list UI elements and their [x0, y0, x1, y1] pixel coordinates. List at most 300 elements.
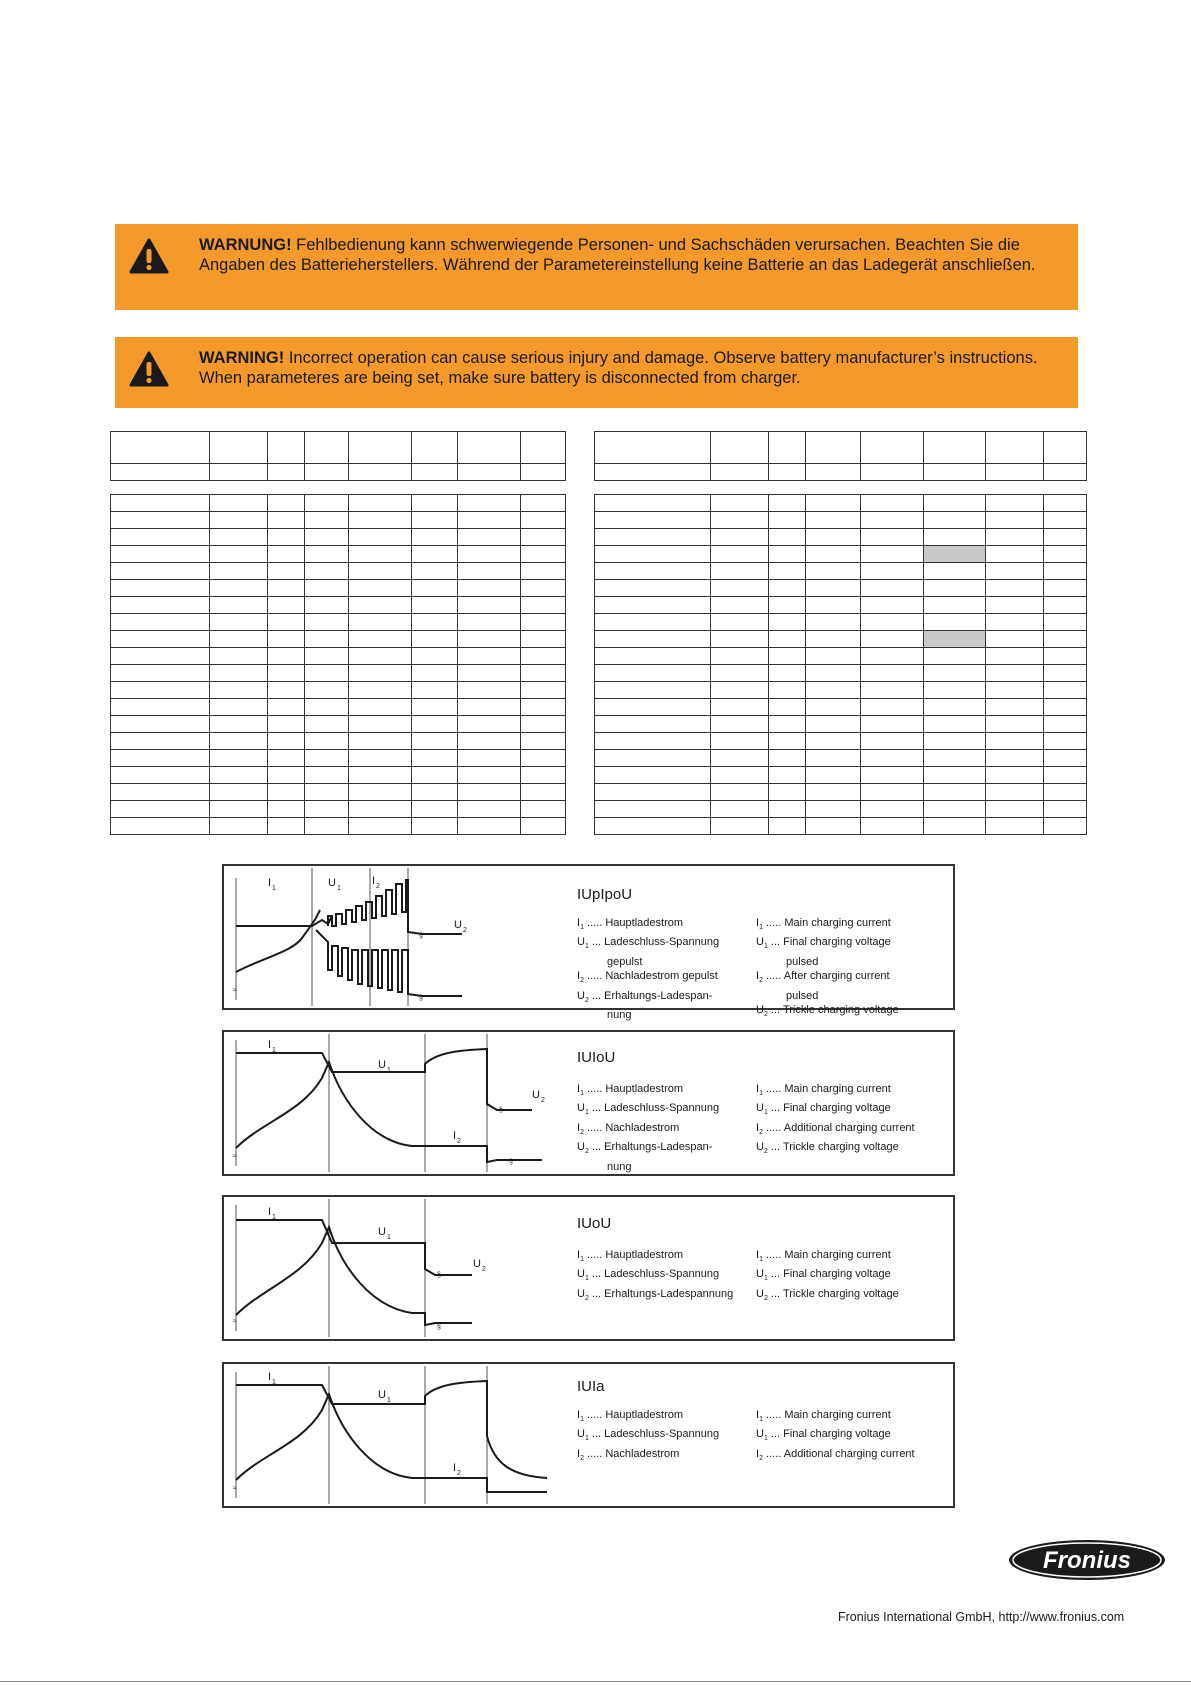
right-table-body: [594, 494, 1087, 835]
table-cell: [986, 563, 1044, 580]
table-cell: [305, 614, 349, 631]
table-cell: [305, 733, 349, 750]
table-cell: [305, 580, 349, 597]
table-cell: [924, 716, 986, 733]
table-cell: [521, 495, 566, 512]
table-cell: [924, 546, 986, 563]
table-cell: [861, 464, 924, 481]
table-cell: [268, 631, 305, 648]
table-cell: [111, 597, 210, 614]
charging-curve-panel-iuiou: [222, 1030, 955, 1176]
table-cell: [806, 648, 861, 665]
table-cell: [711, 529, 769, 546]
table-row: [111, 614, 566, 631]
table-row: [111, 648, 566, 665]
table-cell: [521, 750, 566, 767]
table-cell: [595, 733, 711, 750]
table-cell: [305, 631, 349, 648]
warning-box-en: [115, 337, 1078, 408]
table-cell: [111, 750, 210, 767]
legend-line: pulsed: [786, 989, 819, 1002]
table-cell: [769, 784, 806, 801]
svg-text:2: 2: [463, 927, 467, 934]
table-row: [595, 784, 1087, 801]
table-cell: [595, 784, 711, 801]
table-cell: [458, 546, 521, 563]
legend-en-iuiou: [756, 1082, 915, 1160]
svg-text:U: U: [454, 919, 462, 931]
table-cell: [458, 597, 521, 614]
table-cell: [521, 699, 566, 716]
table-row: [111, 784, 566, 801]
legend-de-iupipou: [577, 916, 719, 1023]
legend-line: $I_2$ ..... Nachladestrom gepulst: [577, 970, 718, 985]
table-cell: [268, 464, 305, 481]
table-cell: [458, 512, 521, 529]
table-cell: [458, 699, 521, 716]
table-cell: [924, 512, 986, 529]
svg-text:§: §: [419, 933, 423, 940]
table-row: [595, 682, 1087, 699]
table-cell: [986, 464, 1044, 481]
table-cell: [1044, 464, 1087, 481]
table-cell: [349, 614, 412, 631]
table-cell: [806, 682, 861, 699]
table-cell: [711, 563, 769, 580]
table-cell: [412, 818, 458, 835]
warning-triangle-icon: [129, 238, 169, 274]
table-cell: [861, 495, 924, 512]
table-cell: [595, 631, 711, 648]
legend-line: $I_1$ ..... Hauptladestrom: [577, 1083, 684, 1098]
table-cell: [711, 750, 769, 767]
table-cell: [521, 464, 566, 481]
table-cell: [305, 818, 349, 835]
table-cell: [210, 733, 268, 750]
table-cell: [1044, 716, 1087, 733]
table-cell: [349, 801, 412, 818]
table-row: [595, 597, 1087, 614]
table-cell: [111, 699, 210, 716]
table-cell: [861, 648, 924, 665]
svg-text:I: I: [268, 877, 272, 889]
table-cell: [711, 801, 769, 818]
table-row: [595, 716, 1087, 733]
table-cell: [595, 464, 711, 481]
table-cell: [210, 716, 268, 733]
table-cell: [595, 801, 711, 818]
svg-text:U: U: [378, 1226, 386, 1238]
table-cell: [861, 801, 924, 818]
table-cell: [111, 563, 210, 580]
table-cell: [210, 682, 268, 699]
table-cell: [711, 464, 769, 481]
legend-line: $I_1$ ..... Main charging current: [756, 1249, 891, 1264]
table-cell: [521, 801, 566, 818]
charging-curve-panel-iupipou: [222, 864, 955, 1022]
table-cell: [1044, 529, 1087, 546]
table-cell: [268, 597, 305, 614]
table-cell: [861, 767, 924, 784]
table-cell: [111, 614, 210, 631]
legend-line: $U_1$ ... Ladeschluss-Spannung: [577, 1102, 720, 1117]
table-cell: [924, 682, 986, 699]
svg-text:1: 1: [272, 1379, 276, 1386]
table-cell: [924, 648, 986, 665]
footer-company: Fronius International GmbH, http://www.fronius.com: [838, 1610, 1125, 1624]
table-cell: [412, 716, 458, 733]
table-cell: [210, 801, 268, 818]
table-cell: [111, 818, 210, 835]
svg-text:1: 1: [387, 1067, 391, 1074]
table-cell: [769, 682, 806, 699]
svg-text:Fronius: Fronius: [1043, 1547, 1131, 1574]
table-cell: [210, 546, 268, 563]
table-cell: [806, 750, 861, 767]
legend-line: $I_2$ ..... Nachladestrom: [577, 1447, 680, 1463]
table-cell: [412, 580, 458, 597]
table-cell: [210, 648, 268, 665]
table-cell: [769, 614, 806, 631]
table-cell: [711, 546, 769, 563]
table-cell: [806, 464, 861, 481]
svg-text:§: §: [499, 1107, 503, 1114]
table-cell: [769, 546, 806, 563]
table-cell: [769, 648, 806, 665]
table-cell: [412, 614, 458, 631]
table-cell: [924, 733, 986, 750]
table-cell: [268, 546, 305, 563]
table-cell: [521, 512, 566, 529]
table-row: [111, 818, 566, 835]
table-cell: [924, 563, 986, 580]
table-cell: [986, 580, 1044, 597]
table-cell: [412, 784, 458, 801]
table-cell: [268, 648, 305, 665]
table-row: [111, 665, 566, 682]
table-cell: [458, 529, 521, 546]
svg-text:I: I: [372, 875, 376, 887]
table-cell: [595, 699, 711, 716]
table-cell: [924, 665, 986, 682]
table-row: [595, 818, 1087, 835]
table-cell: [924, 464, 986, 481]
table-row: [595, 464, 1087, 481]
table-cell: [924, 495, 986, 512]
table-cell: [769, 563, 806, 580]
table-row: [595, 580, 1087, 597]
table-cell: [595, 682, 711, 699]
table-cell: [305, 682, 349, 699]
table-cell: [861, 631, 924, 648]
legend-line: $U_2$ ... Trickle charging voltage: [756, 1004, 899, 1019]
table-cell: [521, 563, 566, 580]
table-cell: [111, 631, 210, 648]
table-cell: [595, 529, 711, 546]
table-cell: [861, 546, 924, 563]
table-row: [111, 597, 566, 614]
table-cell: [521, 432, 566, 464]
table-cell: [711, 784, 769, 801]
table-cell: [1044, 699, 1087, 716]
iuiou-curve-graph: [232, 1032, 552, 1174]
charging-curve-panel-iuou: [222, 1195, 955, 1341]
svg-text:§: §: [437, 1324, 441, 1331]
warning-body-de: Fehlbedienung kann schwerwiegende Personen- und Sachschäden verursachen. Beachten Sie die Angaben des Batterieherstellers. Während der Parametereinstellung keine Batterie an das Ladegerät anschließen.: [199, 236, 1036, 274]
table-cell: [1044, 546, 1087, 563]
svg-text:§: §: [437, 1272, 441, 1279]
table-cell: [349, 597, 412, 614]
table-cell: [458, 614, 521, 631]
table-row: [595, 546, 1087, 563]
legend-line: gepulst: [607, 955, 643, 968]
table-cell: [412, 699, 458, 716]
table-cell: [412, 432, 458, 464]
table-cell: [349, 631, 412, 648]
table-cell: [349, 648, 412, 665]
legend-line: $U_1$ ... Ladeschluss-Spannung: [577, 1428, 720, 1443]
table-cell: [111, 733, 210, 750]
table-cell: [210, 784, 268, 801]
table-row: [111, 512, 566, 529]
table-cell: [861, 784, 924, 801]
table-cell: [305, 464, 349, 481]
table-cell: [986, 801, 1044, 818]
legend-line: $U_1$ ... Final charging voltage: [756, 1428, 891, 1443]
table-cell: [412, 648, 458, 665]
table-cell: [769, 818, 806, 835]
table-cell: [861, 716, 924, 733]
table-cell: [711, 818, 769, 835]
table-cell: [924, 784, 986, 801]
table-cell: [806, 767, 861, 784]
table-row: [595, 512, 1087, 529]
table-row: [111, 580, 566, 597]
table-cell: [210, 767, 268, 784]
table-cell: [111, 665, 210, 682]
table-cell: [210, 818, 268, 835]
table-row: [111, 529, 566, 546]
table-cell: [986, 512, 1044, 529]
table-cell: [412, 631, 458, 648]
table-cell: [986, 699, 1044, 716]
table-cell: [349, 580, 412, 597]
table-cell: [861, 818, 924, 835]
table-cell: [595, 665, 711, 682]
panel-title-iuia: IUIa: [577, 1378, 605, 1395]
table-cell: [986, 546, 1044, 563]
table-cell: [268, 767, 305, 784]
table-cell: [521, 682, 566, 699]
legend-line: $U_2$ ... Erhaltungs-Ladespan-: [577, 989, 713, 1004]
legend-de-iuou: [577, 1248, 733, 1306]
table-cell: [268, 614, 305, 631]
panel-title-iuou: IUoU: [577, 1215, 612, 1232]
table-cell: [986, 432, 1044, 464]
table-cell: [412, 495, 458, 512]
table-cell: [711, 682, 769, 699]
table-cell: [924, 750, 986, 767]
table-cell: [268, 733, 305, 750]
iupipou-curve-graph: [232, 866, 492, 1008]
table-cell: [521, 546, 566, 563]
table-cell: [268, 750, 305, 767]
table-cell: [711, 495, 769, 512]
table-cell: [412, 597, 458, 614]
table-cell: [305, 699, 349, 716]
table-cell: [861, 597, 924, 614]
table-cell: [1044, 648, 1087, 665]
table-cell: [111, 432, 210, 464]
table-cell: [711, 733, 769, 750]
table-cell: [521, 818, 566, 835]
svg-text:≈: ≈: [233, 1485, 237, 1492]
table-cell: [305, 648, 349, 665]
svg-text:2: 2: [457, 1138, 461, 1145]
table-cell: [305, 784, 349, 801]
table-cell: [349, 546, 412, 563]
table-cell: [305, 563, 349, 580]
legend-line: $I_2$ ..... Additional charging current: [756, 1121, 915, 1137]
table-cell: [412, 682, 458, 699]
right-table-header: [594, 431, 1087, 481]
table-cell: [268, 432, 305, 464]
table-cell: [711, 580, 769, 597]
table-cell: [1044, 614, 1087, 631]
table-cell: [1044, 801, 1087, 818]
table-cell: [924, 767, 986, 784]
table-cell: [986, 818, 1044, 835]
legend-line: $U_1$ ... Final charging voltage: [756, 1268, 891, 1283]
table-cell: [1044, 432, 1087, 464]
table-cell: [305, 546, 349, 563]
table-cell: [111, 682, 210, 699]
table-cell: [305, 597, 349, 614]
table-cell: [458, 563, 521, 580]
table-cell: [111, 784, 210, 801]
svg-text:U: U: [532, 1089, 540, 1101]
table-cell: [412, 665, 458, 682]
table-cell: [861, 699, 924, 716]
table-row: [595, 665, 1087, 682]
table-cell: [305, 529, 349, 546]
table-cell: [210, 597, 268, 614]
table-cell: [924, 631, 986, 648]
table-row: [111, 546, 566, 563]
table-cell: [349, 529, 412, 546]
table-cell: [769, 580, 806, 597]
panel-title-iupipou: IUpIpoU: [577, 886, 633, 903]
table-cell: [595, 716, 711, 733]
table-row: [595, 733, 1087, 750]
table-cell: [806, 699, 861, 716]
table-cell: [412, 733, 458, 750]
table-cell: [210, 631, 268, 648]
table-cell: [1044, 818, 1087, 835]
table-cell: [1044, 631, 1087, 648]
table-cell: [1044, 733, 1087, 750]
legend-line: $I_2$ ..... After charging current: [756, 970, 890, 985]
iuou-curve-graph: [232, 1197, 492, 1339]
table-cell: [268, 529, 305, 546]
table-cell: [305, 512, 349, 529]
table-cell: [861, 665, 924, 682]
table-cell: [458, 495, 521, 512]
table-cell: [349, 432, 412, 464]
table-cell: [806, 546, 861, 563]
table-cell: [986, 716, 1044, 733]
legend-en-iupipou: [756, 916, 899, 1023]
table-cell: [111, 512, 210, 529]
table-cell: [861, 682, 924, 699]
legend-en-iuia: [756, 1408, 915, 1466]
table-cell: [458, 682, 521, 699]
table-cell: [111, 495, 210, 512]
table-cell: [349, 818, 412, 835]
legend-line: $U_1$ ... Final charging voltage: [756, 936, 891, 951]
table-row: [111, 750, 566, 767]
svg-text:2: 2: [482, 1266, 486, 1273]
table-cell: [711, 432, 769, 464]
table-cell: [521, 580, 566, 597]
table-row: [111, 682, 566, 699]
table-cell: [210, 563, 268, 580]
legend-line: $I_2$ ..... Nachladestrom: [577, 1121, 680, 1137]
table-cell: [595, 563, 711, 580]
table-row: [595, 699, 1087, 716]
table-row: [595, 432, 1087, 464]
table-cell: [1044, 563, 1087, 580]
table-cell: [210, 750, 268, 767]
table-cell: [268, 699, 305, 716]
table-cell: [305, 665, 349, 682]
table-cell: [711, 767, 769, 784]
table-cell: [711, 699, 769, 716]
table-cell: [806, 563, 861, 580]
table-row: [595, 767, 1087, 784]
table-cell: [412, 464, 458, 481]
legend-line: $I_2$ ..... Additional charging current: [756, 1447, 915, 1463]
svg-text:§: §: [419, 995, 423, 1002]
table-cell: [111, 546, 210, 563]
table-cell: [769, 733, 806, 750]
table-cell: [521, 529, 566, 546]
table-cell: [1044, 767, 1087, 784]
table-cell: [305, 767, 349, 784]
table-cell: [595, 580, 711, 597]
table-cell: [412, 512, 458, 529]
left-table-body: [110, 494, 566, 835]
fronius-logo: [1007, 1538, 1167, 1582]
table-cell: [806, 597, 861, 614]
page-bottom-rule: [0, 1681, 1191, 1682]
table-cell: [861, 750, 924, 767]
table-cell: [769, 767, 806, 784]
table-cell: [349, 784, 412, 801]
table-cell: [268, 682, 305, 699]
table-cell: [986, 682, 1044, 699]
table-cell: [806, 631, 861, 648]
table-cell: [924, 818, 986, 835]
svg-text:I: I: [268, 1371, 272, 1383]
table-row: [595, 750, 1087, 767]
table-cell: [349, 767, 412, 784]
legend-line: $U_1$ ... Ladeschluss-Spannung: [577, 936, 720, 951]
table-cell: [349, 699, 412, 716]
table-cell: [210, 495, 268, 512]
table-cell: [769, 801, 806, 818]
legend-line: $U_1$ ... Ladeschluss-Spannung: [577, 1268, 720, 1283]
